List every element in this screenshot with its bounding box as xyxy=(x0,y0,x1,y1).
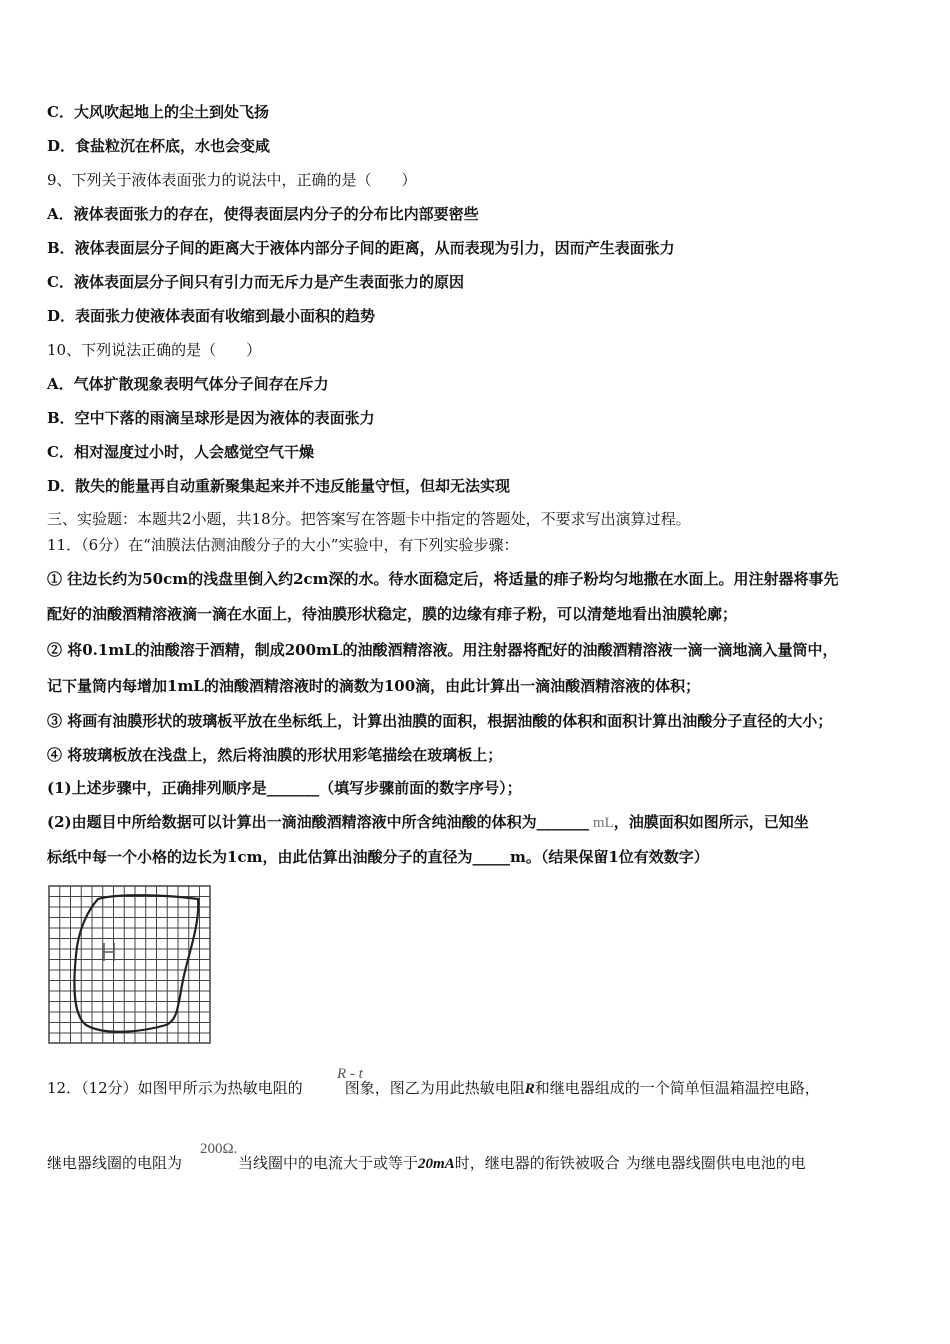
q11-stem: 11．（6分）在“油膜法估测油酸分子的大小”实验中，有下列实验步骤： xyxy=(47,536,519,554)
q10-option-d: D．散失的能量再自动重新聚集起来并不违反能量守恒，但却无法实现 xyxy=(47,477,511,495)
coil-resistance: 200Ω. xyxy=(200,1141,238,1157)
q9-option-a: A．液体表面张力的存在，使得表面层内分子的分布比内部要密些 xyxy=(47,205,479,223)
q12-text-g: 为继电器线圈供电电池的电 xyxy=(625,1154,806,1172)
q11-step2b: 记下量筒内每增加1mL的油酸酒精溶液时的滴数为100滴，由此计算出一滴油酸酒精溶液的体积； xyxy=(47,677,701,695)
q11-step2a: ② 将0.1mL的油酸溶于酒精，制成200mL的油酸酒精溶液。用注射器将配好的油酸酒精溶液一滴一滴地滴入量筒中， xyxy=(47,641,838,659)
q10-option-b: B．空中下落的雨滴呈球形是因为液体的表面张力 xyxy=(47,409,375,427)
q12-text-d: 继电器线圈的电阻为 xyxy=(47,1154,183,1172)
q9-option-c: C．液体表面层分子间只有引力而无斥力是产生表面张力的原因 xyxy=(47,273,464,291)
q11-part2-line2: 标纸中每一个小格的边长为1cm，由此估算出油酸分子的直径为_____m。（结果保留1位有效数字） xyxy=(47,848,709,866)
q9-stem: 9、下列关于液体表面张力的说法中，正确的是（ ） xyxy=(47,171,417,189)
q8-option-d: D．食盐粒沉在杯底，水也会变咸 xyxy=(47,137,271,155)
q12-line2 xyxy=(47,1153,806,1174)
q11-part1: (1)上述步骤中，正确排列顺序是_______（填写步骤前面的数字序号）； xyxy=(47,779,522,797)
unit-ml: mL xyxy=(589,815,614,831)
resistor-symbol: R xyxy=(524,1081,535,1097)
q11-step1a: ① 往边长约为50cm的浅盘里倒入约2cm深的水。待水面稳定后，将适量的痱子粉均匀地撒在水面上。用注射器将事先 xyxy=(47,570,839,588)
q11-step4: ④ 将玻璃板放在浅盘上，然后将油膜的形状用彩笔描绘在玻璃板上； xyxy=(47,746,503,764)
q12-text-b: 图象，图乙为用此热敏电阻 xyxy=(344,1079,525,1097)
q12-text-c: 和继电器组成的一个简单恒温箱温控电路， xyxy=(534,1079,820,1097)
r-t-label: R - t xyxy=(337,1066,363,1082)
q12-line1 xyxy=(47,1078,820,1099)
oil-film-outline xyxy=(74,895,198,1032)
q12-text-a: 12．（12分）如图甲所示为热敏电阻的 xyxy=(47,1079,303,1097)
q11-step1b: 配好的油酸酒精溶液滴一滴在水面上，待油膜形状稳定，膜的边缘有痱子粉，可以清楚地看出油膜轮廓； xyxy=(47,605,738,623)
current-value: 20mA xyxy=(418,1156,455,1172)
q10-stem: 10、下列说法正确的是（ ） xyxy=(47,341,262,359)
q11-part2 xyxy=(47,812,809,833)
q9-option-d: D．表面张力使液体表面有收缩到最小面积的趋势 xyxy=(47,307,376,325)
q10-option-c: C．相对湿度过小时，人会感觉空气干燥 xyxy=(47,443,314,461)
section-3-heading: 三、实验题：本题共2小题，共18分。把答案写在答题卡中指定的答题处，不要求写出演算过程。 xyxy=(47,510,691,528)
q11-step3: ③ 将画有油膜形状的玻璃板平放在坐标纸上，计算出油膜的面积，根据油酸的体积和面积计算出油酸分子直径的大小； xyxy=(47,712,833,730)
oil-film-grid-figure xyxy=(48,885,212,1045)
q10-option-a: A．气体扩散现象表明气体分子间存在斥力 xyxy=(47,375,329,393)
q11-part2-text-b: ，油膜面积如图所示，已知坐 xyxy=(613,813,809,831)
q8-option-c: C．大风吹起地上的尘土到处飞扬 xyxy=(47,103,269,121)
q11-part2-text: (2)由题目中所给数据可以计算出一滴油酸酒精溶液中所含纯油酸的体积为_______ xyxy=(47,813,590,831)
q9-option-b: B．液体表面层分子间的距离大于液体内部分子间的距离，从而表现为引力，因而产生表面张力 xyxy=(47,239,675,257)
q12-text-e: 当线圈中的电流大于或等于 xyxy=(238,1154,419,1172)
film-mark xyxy=(104,943,114,961)
q12-text-f: 时，继电器的衔铁被吸合 xyxy=(454,1154,620,1172)
